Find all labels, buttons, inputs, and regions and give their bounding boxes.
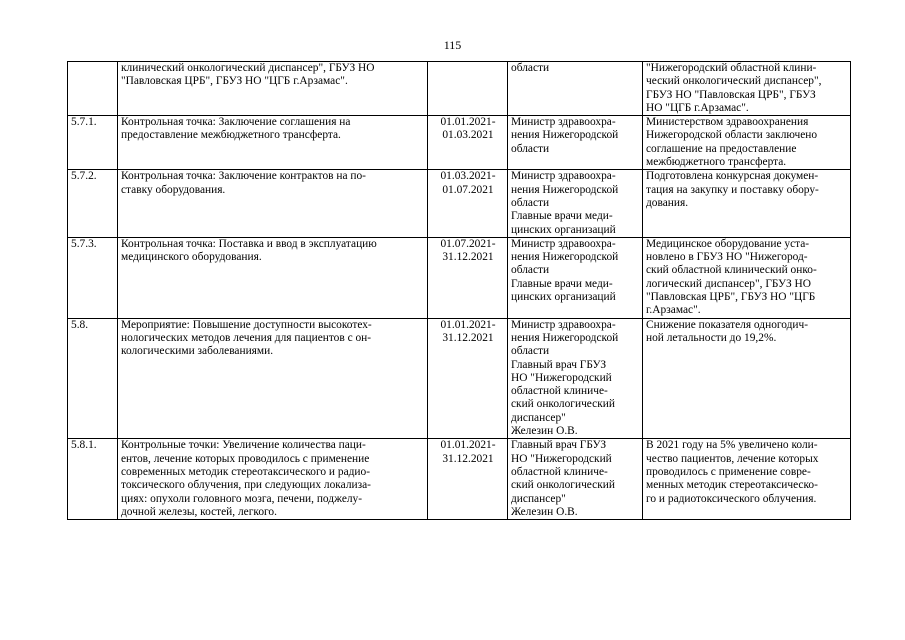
text-line: клинический онкологический диспансер", ГБУЗ НО [121, 62, 375, 74]
table-row [68, 116, 851, 170]
text-line: дования. [646, 196, 689, 209]
text-line: "Нижегородский областной клини- [646, 62, 817, 74]
cell-responsible [508, 237, 643, 318]
text-line: логический диспансер", ГБУЗ НО [646, 277, 811, 290]
text-line: предоставление межбюджетного трансферта. [121, 129, 341, 142]
text-line: ский областной клинический онко- [646, 264, 817, 277]
text-line: "Павловская ЦРБ", ГБУЗ НО "ЦГБ [646, 291, 816, 304]
cell-result [643, 116, 851, 170]
text-line: Контрольная точка: Заключение контрактов на по- [121, 170, 366, 183]
cell-item-number: 5.8.1. [68, 439, 118, 520]
text-line: Главный врач ГБУЗ [511, 439, 607, 452]
cell-responsible [508, 170, 643, 237]
text-line: Железин О.В. [511, 425, 578, 438]
text-line: области [511, 142, 550, 155]
text-line: области [511, 62, 550, 74]
cell-activity-name [118, 116, 428, 170]
text-line: НО "Нижегородский [511, 452, 612, 465]
text-line: областной клиниче- [511, 465, 608, 478]
text-line: цинских организаций [511, 223, 616, 236]
text-line: ческий онкологический диспансер", [646, 75, 822, 88]
text-line: Медицинское оборудование уста- [646, 237, 810, 250]
text-line: Министерством здравоохранения [646, 116, 809, 129]
text-line: Железин О.В. [511, 505, 578, 518]
text-line: Министр здравоохра- [511, 170, 616, 183]
cell-item-number: 5.7.3. [68, 237, 118, 318]
text-line: 31.12.2021 [442, 331, 494, 344]
text-line: областной клиниче- [511, 385, 608, 398]
table-row [68, 318, 851, 439]
text-line: проводилось с применение совре- [646, 465, 811, 478]
text-line: НО "ЦГБ г.Арзамас". [646, 101, 749, 114]
text-line: ский онкологический [511, 398, 615, 411]
text-line: соглашение на предоставление [646, 142, 797, 155]
cell-item-number: 5.7.2. [68, 170, 118, 237]
cell-activity-name [118, 62, 428, 116]
text-line: Мероприятие: Повышение доступности высокотех- [121, 318, 372, 331]
cell-result [643, 237, 851, 318]
cell-dates [428, 170, 508, 237]
text-line: менных методик стереотаксическо- [646, 479, 818, 492]
text-line: 01.07.2021- [440, 237, 496, 250]
cell-dates [428, 62, 508, 116]
text-line: области [511, 264, 550, 277]
text-line: нения Нижегородской [511, 129, 619, 142]
cell-dates [428, 237, 508, 318]
text-line: цинских организаций [511, 291, 616, 304]
text-line: 01.07.2021 [442, 183, 494, 196]
cell-activity-name [118, 170, 428, 237]
text-line: современных методик стереотаксического и радио- [121, 465, 371, 478]
page-number: 115 [443, 38, 462, 52]
text-line: ский онкологический [511, 479, 615, 492]
cell-item-number: 5.8. [68, 318, 118, 439]
text-line: ной летальности до 19,2%. [646, 331, 777, 344]
text-line: 01.01.2021- [440, 439, 496, 452]
cell-activity-name [118, 318, 428, 439]
text-line: ГБУЗ НО "Павловская ЦРБ", ГБУЗ [646, 88, 816, 101]
text-line: Главные врачи меди- [511, 210, 613, 223]
cell-responsible [508, 62, 643, 116]
text-line: нологических методов лечения для пациентов с он- [121, 331, 372, 344]
text-line: межбюджетного трансферта. [646, 156, 787, 169]
text-line: ентов, лечение которых проводилось с применение [121, 452, 370, 465]
text-line: дочной железы, костей, легкого. [121, 505, 277, 518]
cell-item-number: 5.7.1. [68, 116, 118, 170]
text-line: 31.12.2021 [442, 452, 494, 465]
cell-activity-name [118, 439, 428, 520]
table-row [68, 170, 851, 237]
cell-dates [428, 318, 508, 439]
text-line: чество пациентов, лечение которых [646, 452, 819, 465]
text-line: циях: опухоли головного мозга, печени, поджелу- [121, 492, 363, 505]
text-line: нения Нижегородской [511, 183, 619, 196]
text-line: 01.01.2021- [440, 116, 496, 129]
cell-result [643, 62, 851, 116]
text-line: Контрольные точки: Увеличение количества паци- [121, 439, 366, 452]
cell-responsible [508, 318, 643, 439]
text-line: диспансер" [511, 492, 566, 505]
text-line: нения Нижегородской [511, 251, 619, 264]
text-line: В 2021 году на 5% увеличено коли- [646, 439, 818, 452]
cell-dates [428, 116, 508, 170]
text-line: го и радиотоксического облучения. [646, 492, 817, 505]
text-line: г.Арзамас". [646, 304, 701, 317]
cell-responsible [508, 116, 643, 170]
table-row [68, 439, 851, 520]
text-line: Министр здравоохра- [511, 116, 616, 129]
activity-plan-table [67, 61, 851, 520]
cell-result [643, 170, 851, 237]
text-line: Министр здравоохра- [511, 237, 616, 250]
activity-plan-table-body [68, 62, 851, 520]
text-line: Снижение показателя одногодич- [646, 318, 809, 331]
text-line: Контрольная точка: Поставка и ввод в эксплуатацию [121, 237, 377, 250]
text-line: ставку оборудования. [121, 183, 226, 196]
cell-activity-name [118, 237, 428, 318]
text-line: "Павловская ЦРБ", ГБУЗ НО "ЦГБ г.Арзамас". [121, 75, 348, 88]
text-line: Подготовлена конкурсная докумен- [646, 170, 819, 183]
cell-responsible [508, 439, 643, 520]
text-line: новлено в ГБУЗ НО "Нижегород- [646, 251, 808, 264]
cell-item-number [68, 62, 118, 116]
text-line: Контрольная точка: Заключение соглашения на [121, 116, 351, 129]
cell-result [643, 439, 851, 520]
table-row [68, 62, 851, 116]
table-row [68, 237, 851, 318]
text-line: диспансер" [511, 411, 566, 424]
text-line: Главный врач ГБУЗ [511, 358, 607, 371]
text-line: НО "Нижегородский [511, 371, 612, 384]
text-line: 01.03.2021- [440, 170, 496, 183]
text-line: 31.12.2021 [442, 251, 494, 264]
cell-dates [428, 439, 508, 520]
cell-result [643, 318, 851, 439]
text-line: 01.03.2021 [442, 129, 494, 142]
text-line: области [511, 345, 550, 358]
text-line: тация на закупку и поставку обору- [646, 183, 819, 196]
text-line: Министр здравоохра- [511, 318, 616, 331]
text-line: нения Нижегородской [511, 331, 619, 344]
text-line: области [511, 196, 550, 209]
text-line: Главные врачи меди- [511, 277, 613, 290]
text-line: Нижегородской области заключено [646, 129, 818, 142]
text-line: медицинского оборудования. [121, 251, 262, 264]
text-line: токсического облучения, при следующих локализа- [121, 479, 371, 492]
text-line: кологическими заболеваниями. [121, 345, 274, 358]
text-line: 01.01.2021- [440, 318, 496, 331]
